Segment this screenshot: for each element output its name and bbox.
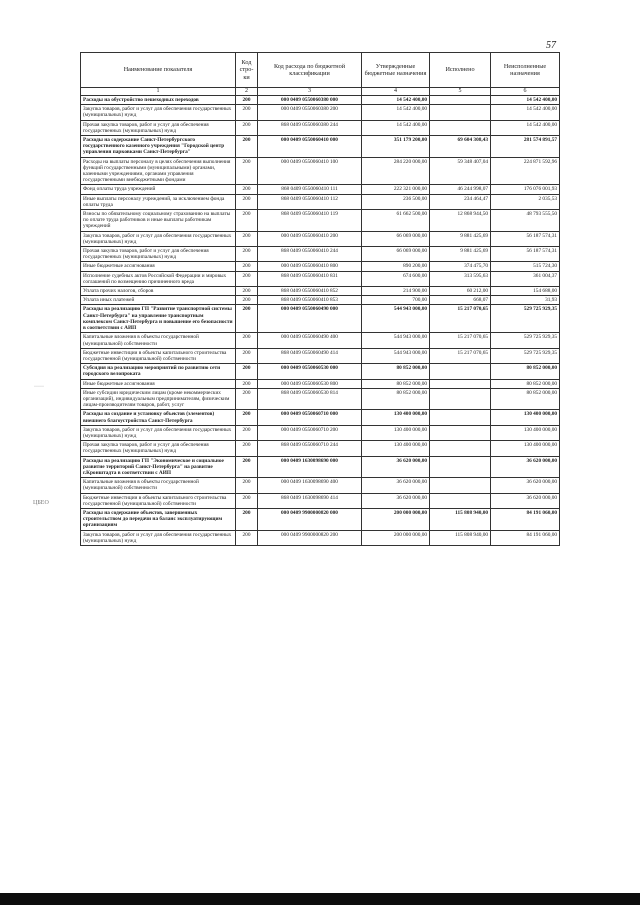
row-approved: 674 600,00 [362,271,430,286]
row-executed: 15 217 070,65 [430,305,491,333]
table-row [81,210,560,232]
header-approved: Утвержденные бюджетные назначения [362,53,430,88]
row-name: Расходы на обустройство пешеходных переходов [81,96,236,105]
row-name: Расходы на выплаты персоналу в целях обеспечения выполнения функций государственными (муниципальными) органами, казенными учреждениями, органами управления государственными внебюджетными фондами [81,157,236,185]
row-name: Закупка товаров, работ и услуг для обеспечения государственных (муниципальных) нужд [81,105,236,120]
table-row [81,287,560,296]
row-line-code: 200 [236,120,258,135]
row-line-code: 200 [236,194,258,209]
column-number: 3 [258,88,362,96]
row-approved: 130 400 000,00 [362,410,430,425]
row-name: Закупка товаров, работ и услуг для обеспечения государственных (муниципальных) нужд [81,425,236,440]
row-line-code: 200 [236,388,258,410]
row-unexecuted: 31,93 [491,296,560,305]
row-unexecuted: 361 004,37 [491,271,560,286]
row-approved: 14 542 400,00 [362,120,430,135]
table-row [81,185,560,194]
table-row [81,348,560,363]
header-name: Наименование показателя [81,53,236,88]
row-approved: 80 852 000,00 [362,388,430,410]
row-expense-code: 000 0409 0550060410 100 [258,157,362,185]
row-approved: 700,00 [362,296,430,305]
row-approved: 890 200,00 [362,262,430,271]
row-line-code: 200 [236,410,258,425]
row-name: Расходы на реализацию ГП "Развитие транспортной системы Санкт-Петербурга" на управление транспортным комплексом Санкт-Петербурга и повышение его безопасности в соответствии с АИП [81,305,236,333]
row-approved: 130 400 000,00 [362,441,430,456]
row-executed: 9 881 425,69 [430,247,491,262]
margin-mark: ЦБЕО [33,500,49,506]
row-unexecuted: 529 725 929,35 [491,348,560,363]
row-approved: 544 943 000,00 [362,348,430,363]
column-number: 6 [491,88,560,96]
scan-bottom-edge [0,893,640,905]
row-executed: 15 217 070,65 [430,348,491,363]
row-line-code: 200 [236,157,258,185]
row-line-code: 200 [236,136,258,158]
row-line-code: 200 [236,231,258,246]
row-expense-code: 000 0409 0550060380 200 [258,105,362,120]
row-executed [430,478,491,493]
row-unexecuted: 84 191 060,00 [491,508,560,530]
row-approved: 36 620 000,00 [362,493,430,508]
row-approved: 222 321 000,00 [362,185,430,194]
row-line-code: 200 [236,296,258,305]
row-unexecuted: 515 724,30 [491,262,560,271]
row-expense-code: 000 0409 9900000820 200 [258,530,362,545]
row-approved: 351 179 200,00 [362,136,430,158]
row-approved: 14 542 400,00 [362,96,430,105]
row-line-code: 200 [236,247,258,262]
row-executed: 15 217 070,65 [430,333,491,348]
row-expense-code: 000 0409 9900000820 000 [258,508,362,530]
row-expense-code: 000 0409 0550060530 800 [258,379,362,388]
row-line-code: 200 [236,425,258,440]
row-executed [430,441,491,456]
row-expense-code: 000 0409 0550060710 000 [258,410,362,425]
table-row [81,333,560,348]
budget-execution-table [80,52,560,546]
row-line-code: 200 [236,530,258,545]
row-expense-code: 868 0409 0550060410 119 [258,210,362,232]
row-name: Прочая закупка товаров, работ и услуг для обеспечения государственных (муниципальных) нужд [81,120,236,135]
row-executed: 115 808 940,00 [430,508,491,530]
table-row [81,441,560,456]
row-unexecuted: 529 725 929,35 [491,333,560,348]
row-line-code: 200 [236,271,258,286]
row-expense-code: 868 0409 0550060530 814 [258,388,362,410]
row-name: Капитальные вложения в объекты государственной (муниципальной) собственности [81,333,236,348]
row-unexecuted: 130 400 000,00 [491,410,560,425]
row-executed: 9 881 425,69 [430,231,491,246]
row-name: Закупка товаров, работ и услуг для обеспечения государственных (муниципальных) нужд [81,231,236,246]
row-executed [430,388,491,410]
row-line-code: 200 [236,96,258,105]
row-name: Прочая закупка товаров, работ и услуг для обеспечения государственных (муниципальных) нужд [81,247,236,262]
row-unexecuted: 80 852 000,00 [491,364,560,379]
row-expense-code: 868 0409 0550060410 244 [258,247,362,262]
row-name: Иные бюджетные ассигнования [81,379,236,388]
row-expense-code: 868 0409 0550060710 244 [258,441,362,456]
row-approved: 544 943 000,00 [362,333,430,348]
row-line-code: 200 [236,478,258,493]
row-expense-code: 868 0409 0550060490 414 [258,348,362,363]
row-expense-code: 868 0409 0550060380 244 [258,120,362,135]
row-name: Фонд оплаты труда учреждений [81,185,236,194]
row-line-code: 200 [236,441,258,456]
row-approved: 66 069 000,00 [362,247,430,262]
row-approved: 36 620 000,00 [362,456,430,478]
row-line-code: 200 [236,105,258,120]
row-unexecuted: 36 620 000,00 [491,478,560,493]
row-approved: 284 220 000,00 [362,157,430,185]
row-approved: 61 662 500,00 [362,210,430,232]
row-name: Взносы по обязательному социальному страхованию на выплаты по оплате труда работников и иные выплаты работникам учреждений [81,210,236,232]
row-name: Расходы на содержание Санкт-Петербургского государственного казенного учреждения "Городской центр управления парковками Санкт-Петербурга" [81,136,236,158]
row-name: Закупка товаров, работ и услуг для обеспечения государственных (муниципальных) нужд [81,530,236,545]
row-line-code: 200 [236,210,258,232]
table-row [81,105,560,120]
table-row [81,296,560,305]
row-executed: 69 604 308,43 [430,136,491,158]
row-approved: 66 069 000,00 [362,231,430,246]
row-name: Прочая закупка товаров, работ и услуг для обеспечения государственных (муниципальных) нужд [81,441,236,456]
row-name: Расходы на содержание объектов, завершенных строительством до передачи на баланс эксплуатирующим организациям [81,508,236,530]
row-name: Капитальные вложения в объекты государственной (муниципальной) собственности [81,478,236,493]
table-row [81,136,560,158]
row-executed: 374 475,70 [430,262,491,271]
row-approved: 200 000 000,00 [362,508,430,530]
row-name: Иные субсидии юридическим лицам (кроме некоммерческих организаций), индивидуальным предпринимателям, физическим лицам-производителям товаров, работ, услуг [81,388,236,410]
row-line-code: 200 [236,333,258,348]
table-row [81,379,560,388]
row-expense-code: 868 0409 0550060410 853 [258,296,362,305]
column-number: 4 [362,88,430,96]
row-executed: 46 244 998,07 [430,185,491,194]
row-executed [430,410,491,425]
row-unexecuted: 281 574 891,57 [491,136,560,158]
row-name: Расходы на создание и установку объектов (элементов) внешнего благоустройства Санкт-Петербурга [81,410,236,425]
margin-mark: ····· [34,384,44,390]
table-row [81,410,560,425]
row-unexecuted: 80 852 000,00 [491,388,560,410]
row-name: Иные выплаты персоналу учреждений, за исключением фонда оплаты труда [81,194,236,209]
table-row [81,271,560,286]
row-executed: 59 348 407,04 [430,157,491,185]
row-executed: 668,07 [430,296,491,305]
header-executed: Исполнено [430,53,491,88]
header-expense-code: Код расхода по бюджетной классификации [258,53,362,88]
column-number: 1 [81,88,236,96]
row-executed [430,96,491,105]
row-unexecuted: 14 542 400,00 [491,96,560,105]
row-expense-code: 000 0409 0550060710 200 [258,425,362,440]
row-unexecuted: 224 871 592,96 [491,157,560,185]
row-unexecuted: 130 400 000,00 [491,425,560,440]
column-number: 5 [430,88,491,96]
row-unexecuted: 176 076 001,93 [491,185,560,194]
row-expense-code: 868 0409 1630098690 414 [258,493,362,508]
row-expense-code: 000 0409 0550060380 000 [258,96,362,105]
row-name: Бюджетные инвестиции в объекты капитального строительства государственной (муниципальной) собственности [81,348,236,363]
row-expense-code: 000 0409 0550060410 000 [258,136,362,158]
row-name: Бюджетные инвестиции в объекты капитального строительства государственной (муниципальной) собственности [81,493,236,508]
row-line-code: 200 [236,364,258,379]
row-executed: 60 212,00 [430,287,491,296]
row-unexecuted: 36 620 000,00 [491,456,560,478]
row-approved: 544 943 000,00 [362,305,430,333]
row-executed [430,120,491,135]
row-executed: 115 808 940,00 [430,530,491,545]
row-unexecuted: 154 688,00 [491,287,560,296]
row-executed [430,425,491,440]
table-row [81,96,560,105]
row-line-code: 200 [236,305,258,333]
row-unexecuted: 130 400 000,00 [491,441,560,456]
row-expense-code: 000 0409 0550060490 000 [258,305,362,333]
row-expense-code: 000 0409 1630098690 400 [258,478,362,493]
table-row [81,456,560,478]
table-row [81,364,560,379]
page-number: 57 [546,40,556,51]
table-row [81,231,560,246]
table-body [81,96,560,546]
row-expense-code: 000 0409 0550060410 800 [258,262,362,271]
row-expense-code: 868 0409 0550060410 112 [258,194,362,209]
row-unexecuted: 529 725 929,35 [491,305,560,333]
table-row [81,425,560,440]
column-number: 2 [236,88,258,96]
table-row [81,120,560,135]
row-name: Расходы на реализацию ГП "Экономическое и социальное развитие территорий Санкт-Петербурга" на развитие г.Кронштадта в соответствии с АИП [81,456,236,478]
row-unexecuted: 80 852 000,00 [491,379,560,388]
row-executed [430,364,491,379]
row-name: Субсидия на реализацию мероприятий по развитию сети городского велопроката [81,364,236,379]
row-unexecuted: 14 542 400,00 [491,120,560,135]
row-approved: 130 400 000,00 [362,425,430,440]
table-row [81,305,560,333]
table-row [81,194,560,209]
row-approved: 200 000 000,00 [362,530,430,545]
table-row [81,388,560,410]
row-approved: 80 852 000,00 [362,379,430,388]
row-line-code: 200 [236,493,258,508]
row-executed [430,105,491,120]
row-expense-code: 000 0409 0550060410 200 [258,231,362,246]
row-executed: 12 868 944,50 [430,210,491,232]
table-row [81,157,560,185]
table-row [81,262,560,271]
row-name: Уплата иных платежей [81,296,236,305]
row-line-code: 200 [236,456,258,478]
row-line-code: 200 [236,287,258,296]
row-approved: 14 542 400,00 [362,105,430,120]
table-row [81,493,560,508]
row-name: Исполнение судебных актов Российской Федерации и мировых соглашений по возмещению причиненного вреда [81,271,236,286]
row-approved: 236 500,00 [362,194,430,209]
row-approved: 80 852 000,00 [362,364,430,379]
table-row [81,478,560,493]
row-executed: 234 464,47 [430,194,491,209]
row-line-code: 200 [236,379,258,388]
header-line-code: Код стро-ки [236,53,258,88]
row-executed [430,379,491,388]
row-expense-code: 868 0409 0550060410 111 [258,185,362,194]
table-row [81,530,560,545]
row-name: Уплата прочих налогов, сборов [81,287,236,296]
table-row [81,247,560,262]
row-expense-code: 000 0409 1630098690 000 [258,456,362,478]
header-unexecuted: Неисполненные назначения [491,53,560,88]
row-expense-code: 000 0409 0550060530 000 [258,364,362,379]
row-expense-code: 000 0409 0550060490 400 [258,333,362,348]
table-row [81,508,560,530]
row-expense-code: 868 0409 0550060410 831 [258,271,362,286]
row-unexecuted: 84 191 060,00 [491,530,560,545]
row-line-code: 200 [236,348,258,363]
row-unexecuted: 48 793 555,50 [491,210,560,232]
row-line-code: 200 [236,262,258,271]
row-unexecuted: 36 620 000,00 [491,493,560,508]
row-unexecuted: 56 187 574,31 [491,247,560,262]
row-unexecuted: 56 187 574,31 [491,231,560,246]
row-approved: 36 620 000,00 [362,478,430,493]
row-unexecuted: 2 035,53 [491,194,560,209]
row-unexecuted: 14 542 400,00 [491,105,560,120]
row-line-code: 200 [236,185,258,194]
row-expense-code: 868 0409 0550060410 852 [258,287,362,296]
row-executed [430,493,491,508]
row-line-code: 200 [236,508,258,530]
row-approved: 214 900,00 [362,287,430,296]
row-name: Иные бюджетные ассигнования [81,262,236,271]
row-executed [430,456,491,478]
row-executed: 313 595,63 [430,271,491,286]
